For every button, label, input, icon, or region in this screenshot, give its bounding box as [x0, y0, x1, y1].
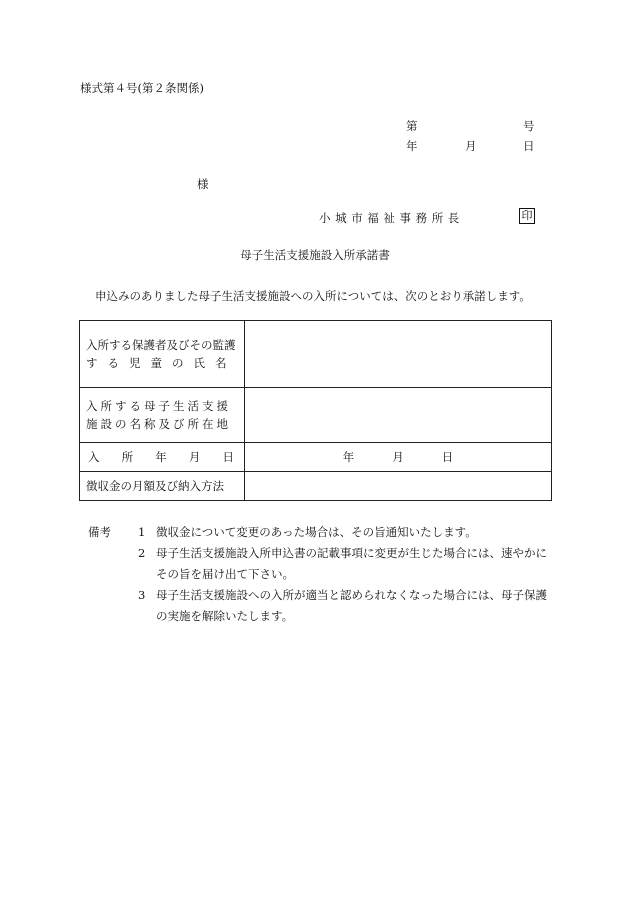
- admission-day-label: 日: [441, 450, 454, 464]
- recipient-suffix: 様: [197, 177, 209, 191]
- facility-label-line1: 入所する母子生活支援: [86, 399, 231, 413]
- seal-stamp: 印: [519, 208, 535, 224]
- issuer-name: 小城市福祉事務所長: [319, 211, 464, 225]
- fee-label-cell: [80, 472, 245, 501]
- note-line: 母子生活支援施設入所申込書の記載事項に変更が生じた場合には、速やかに: [156, 546, 547, 560]
- fee-label: 徴収金の月額及び納入方法: [86, 479, 224, 493]
- guardian-children-label-line1: 入所する保護者及びその監護: [86, 338, 236, 352]
- note-number: 3: [138, 588, 146, 602]
- facility-label-cell: [80, 388, 245, 443]
- admission-date-label-cell: [80, 443, 245, 472]
- admission-year-label: 年: [342, 450, 355, 464]
- note-number: 1: [138, 525, 146, 539]
- date-month-label: 月: [465, 139, 477, 153]
- guardian-children-label-cell: [80, 321, 245, 388]
- number-prefix: 第: [406, 119, 418, 133]
- approval-table: [79, 320, 552, 501]
- table-row: [80, 472, 552, 501]
- form-number: 様式第４号(第２条関係): [80, 81, 204, 95]
- table-row: [80, 388, 552, 443]
- admission-date-label-char: 所: [121, 450, 134, 464]
- note-number: 2: [138, 546, 146, 560]
- guardian-children-label-line2: する児童の氏名: [86, 356, 237, 370]
- intro-text: 申込みのありました母子生活支援施設への入所については、次のとおり承諾します。: [95, 289, 531, 303]
- notes-heading: 備考: [88, 525, 111, 539]
- document-title: 母子生活支援施設入所承諾書: [240, 248, 390, 262]
- facility-label-line2: 施設の名称及び所在地: [86, 417, 231, 431]
- admission-month-label: 月: [392, 450, 404, 464]
- date-day-label: 日: [523, 139, 535, 153]
- admission-date-value-cell[interactable]: [245, 443, 552, 472]
- facility-value-cell[interactable]: [245, 388, 552, 443]
- note-line: の実施を解除いたします。: [156, 609, 294, 623]
- number-suffix: 号: [523, 119, 535, 133]
- admission-date-label-char: 月: [188, 450, 201, 464]
- table-row: [80, 321, 552, 388]
- date-year-label: 年: [406, 139, 418, 153]
- note-line: 母子生活支援施設への入所が適当と認められなくなった場合には、母子保護: [156, 588, 547, 602]
- admission-date-label-char: 年: [155, 450, 167, 464]
- table-row: [80, 443, 552, 472]
- admission-date-label-char: 入: [88, 450, 100, 464]
- note-line: その旨を届け出て下さい。: [156, 567, 294, 581]
- admission-date-label-char: 日: [222, 450, 234, 464]
- guardian-children-value-cell[interactable]: [245, 321, 552, 388]
- note-line: 徴収金について変更のあった場合は、その旨通知いたします。: [156, 525, 477, 539]
- fee-value-cell[interactable]: [245, 472, 552, 501]
